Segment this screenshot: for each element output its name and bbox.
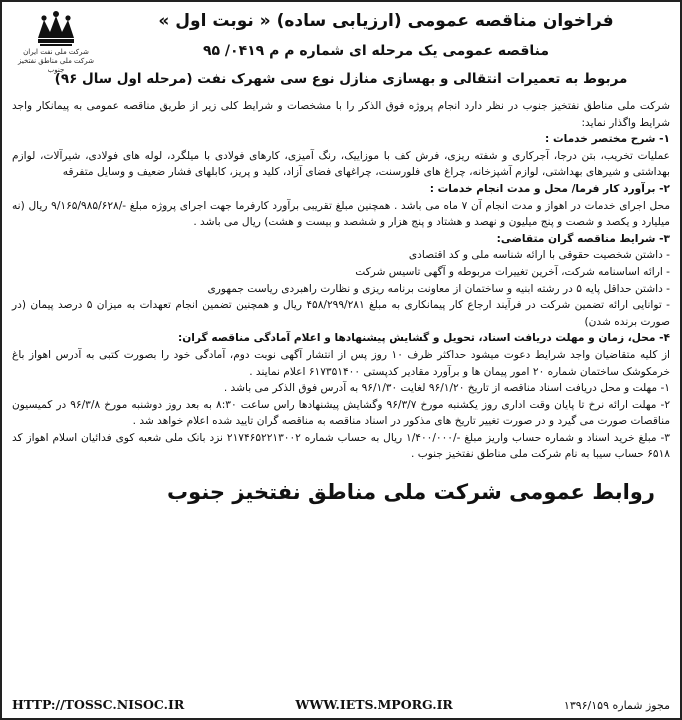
footer-row [12,697,670,712]
tender-portal-link[interactable]: WWW.IETS.MPORG.IR [295,697,453,712]
schedule-item: ۲- مهلت ارائه نرخ تا پایان وقت اداری روز یکشنبه مورخ ۹۶/۳/۷ وگشایش پیشنهادها راس ساعت ۸:۳۰ به بعد روز دوشنبه مورخ ۹۶/۳/۸ در کمیسیون مناقصات صورت می گیرد و در صورت تغییر تاریخ های مذکور در اسناد مناقصه به مناقصه گران تایید شده اعلام خواهد شد . [12,398,671,428]
logo-line-1: شرکت ملی نفت ایران [23,48,89,56]
company-website-link[interactable]: HTTP://TOSSC.NISOC.IR [12,697,185,712]
section-4-heading: ۴- محل، زمان و مهلت دریافت اسناد، تحویل و گشایش پیشنهادها و اعلام آمادگی مناقصه گران: [177,332,670,345]
schedule-item: ۱- مهلت و محل دریافت اسناد مناقصه از تاریخ ۹۶/۱/۲۰ لغایت ۹۶/۱/۳۰ به آدرس فوق الذکر می باشد . [223,382,670,395]
project-subject: مربوط به تعمیرات انتقالی و بهسازی منازل نوع سی شهرک نفت (مرحله اول سال ۹۶) [54,71,628,87]
requirement-item: - داشتن حداقل پایه ۵ در رشته ابنیه و ساختمان از معاونت برنامه ریزی و نظارت راهبردی ریاست جمهوری [12,281,670,298]
section-4-text: از کلیه متقاضیان واجد شرایط دعوت میشود حداکثر ظرف ۱۰ روز پس از انتشار آگهی نوبت دوم، آمادگی خود را بصورت کتبی به آدرس اهواز باغ خرمکوشک ساختمان شماره ۲۰ امور پیمان ها و برآورد مقادیر کدپستی ۶۱۷۳۵۱۴۰۰ اعلام نمایند . [12,348,670,378]
section-2-text: محل اجرای خدمات در اهواز و مدت انجام آن ۷ ماه می باشد . همچنین مبلغ تقریبی برآورد کارفرما جهت اجرای پروژه مبلغ -/۹/۱۶۵/۹۸۵/۶۲۸ ریال (نه میلیارد و یکصد و شصت و پنج میلیون و نهصد و هشتاد و پنج هزار و ششصد و بیست و هشت) ریال می باشد . [12,199,670,229]
schedule-item: ۳- مبلغ خرید اسناد و شماره حساب واریز مبلغ -/۱/۴۰۰/۰۰۰ ریال به حساب شماره ۲۱۷۴۶۵۲۲۱۳۰۰۲ نزد بانک ملی شعبه کوی فدائیان اسلام اهواز کد ۶۵۱۸ حساب سیبا به نام شرکت ملی مناطق نفتخیز جنوب . [12,431,670,461]
public-relations-signature: روابط عمومی شرکت ملی مناطق نفتخیز جنوب [167,480,655,505]
requirement-item: - توانایی ارائه تضمین شرکت در فرآیند ارجاع کار پیمانکاری به مبلغ ۴۵۸/۲۹۹/۲۸۱ ریال و همچنین تضمین انجام تعهدات به میزان ۵ درصد پیمان (در صورت برنده شدن) [12,297,670,330]
section-1-text: عملیات تخریب، بتن درجا، آجرکاری و شفته ریزی، فرش کف با موزاییک، رنگ آمیزی، کارهای فولادی با میلگرد، لوله های فولادی، شیرآلات، لوازم بهداشتی و شیرهای بهداشتی، لوازم آشپزخانه، چراغ های فلورسنت، چراغهای فضای آزاد، کلید و پریز، کابلهای فشار ضعیف و وسایل متفرقه [12,149,670,179]
logo-line-2: شرکت ملی مناطق نفتخیز جنوب [17,57,94,74]
nioc-logo [10,8,102,75]
intro-paragraph: شرکت ملی مناطق نفتخیز جنوب در نظر دارد انجام پروژه فوق الذکر را با مشخصات و شرایط کلی زیر از طریق مناقصه عمومی به پیمانکار واجد شرایط واگذار نماید: [12,100,670,129]
nioc-emblem-icon [34,8,78,48]
section-3-heading: ۳- شرایط مناقصه گران متقاضی: [496,232,670,245]
permit-number: مجوز شماره ۱۳۹۶/۱۵۹ [563,699,670,712]
notice-body [12,98,670,463]
tender-number: مناقصه عمومی یک مرحله ای شماره م م ۰۴۱۹/ ۹۵ [202,43,550,59]
requirement-item: - ارائه اساسنامه شرکت، آخرین تغییرات مربوطه و آگهی تاسیس شرکت [12,264,670,281]
section-1-heading: ۱- شرح مختصر خدمات : [545,133,670,146]
section-2-heading: ۲- برآورد کار فرما/ محل و مدت انجام خدمات : [429,182,670,195]
requirement-item: - داشتن شخصیت حقوقی با ارائه شناسه ملی و کد اقتصادی [12,247,670,264]
notice-title: فراخوان مناقصه عمومی (ارزیابی ساده) « نوبت اول » [158,11,614,31]
